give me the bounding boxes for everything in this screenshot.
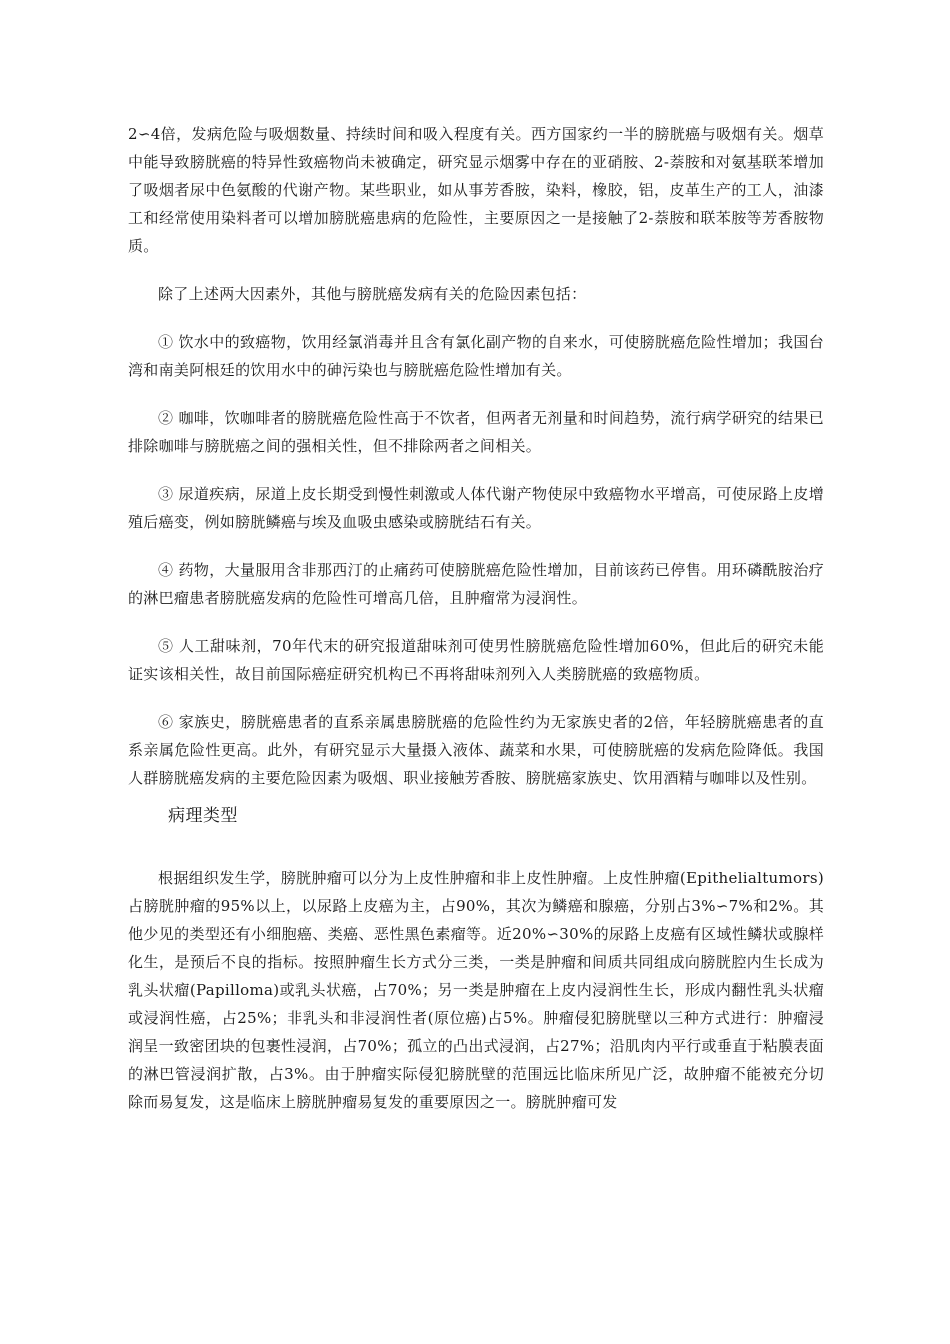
paragraph-factor-sweeteners: ⑤ 人工甜味剂，70年代末的研究报道甜味剂可使男性膀胱癌危险性增加60%，但此后的研究未能证实该相关性，故目前国际癌症研究机构已不再将甜味剂列入人类膀胱癌的致癌物质。: [128, 637, 824, 683]
paragraph-other-factors-intro: 除了上述两大因素外，其他与膀胱癌发病有关的危险因素包括：: [158, 285, 587, 303]
paragraph-factor-family-history: ⑥ 家族史，膀胱癌患者的直系亲属患膀胱癌的危险性约为无家族史者的2倍，年轻膀胱癌患者的直系亲属危险性更高。此外，有研究显示大量摄入液体、蔬菜和水果，可使膀胱癌的发病危险降低。我国人群膀胱癌发病的主要危险因素为吸烟、职业接触芳香胺、膀胱癌家族史、饮用酒精与咖啡以及性别。: [128, 713, 824, 787]
paragraph-factor-drugs: ④ 药物，大量服用含非那西汀的止痛药可使膀胱癌危险性增加，目前该药已停售。用环磷酰胺治疗的淋巴瘤患者膀胱癌发病的危险性可增高几倍，且肿瘤常为浸润性。: [128, 561, 824, 607]
paragraph-factor-drinking-water: ① 饮水中的致癌物，饮用经氯消毒并且含有氯化副产物的自来水，可使膀胱癌危险性增加；我国台湾和南美阿根廷的饮用水中的砷污染也与膀胱癌危险性增加有关。: [128, 333, 824, 379]
paragraph-factor-urinary-disease: ③ 尿道疾病，尿道上皮长期受到慢性刺激或人体代谢产物使尿中致癌物水平增高，可使尿路上皮增殖后癌变，例如膀胱鳞癌与埃及血吸虫感染或膀胱结石有关。: [128, 485, 824, 531]
paragraph-pathology-types: 根据组织发生学，膀胱肿瘤可以分为上皮性肿瘤和非上皮性肿瘤。上皮性肿瘤(Epithelialtumors)占膀胱肿瘤的95%以上，以尿路上皮癌为主，占90%，其次为鳞癌和腺癌，分别占3%∽7%和2%。其他少见的类型还有小细胞癌、类癌、恶性黑色素瘤等。近20%∽30%的尿路上皮癌有区域性鳞状或腺样化生，是预后不良的指标。按照肿瘤生长方式分三类，一类是肿瘤和间质共同组成向膀胱腔内生长成为乳头状瘤(Papilloma)或乳头状癌，占70%；另一类是肿瘤在上皮内浸润性生长，形成内翻性乳头状瘤或浸润性癌，占25%；非乳头和非浸润性者(原位癌)占5%。肿瘤侵犯膀胱壁以三种方式进行：肿瘤浸润呈一致密团块的包裹性浸润，占70%；孤立的凸出式浸润，占27%；沿肌肉内平行或垂直于粘膜表面的淋巴管浸润扩散，占3%。由于肿瘤实际侵犯膀胱壁的范围远比临床所见广泛，故肿瘤不能被充分切除而易复发，这是临床上膀胱肿瘤易复发的重要原因之一。膀胱肿瘤可发: [128, 869, 824, 1111]
section-heading-pathology: 病理类型: [168, 806, 238, 826]
paragraph-smoking-occupation: 2∽4倍，发病危险与吸烟数量、持续时间和吸入程度有关。西方国家约一半的膀胱癌与吸烟有关。烟草中能导致膀胱癌的特异性致癌物尚未被确定，研究显示烟雾中存在的亚硝胺、2-萘胺和对氨基联苯增加了吸烟者尿中色氨酸的代谢产物。某些职业，如从事芳香胺，染料，橡胶，铝，皮革生产的工人，油漆工和经常使用染料者可以增加膀胱癌患病的危险性，主要原因之一是接触了2-萘胺和联苯胺等芳香胺物质。: [128, 125, 824, 255]
document-body: [128, 120, 824, 1136]
paragraph-factor-coffee: ② 咖啡，饮咖啡者的膀胱癌危险性高于不饮者，但两者无剂量和时间趋势，流行病学研究的结果已排除咖啡与膀胱癌之间的强相关性，但不排除两者之间相关。: [128, 409, 824, 455]
